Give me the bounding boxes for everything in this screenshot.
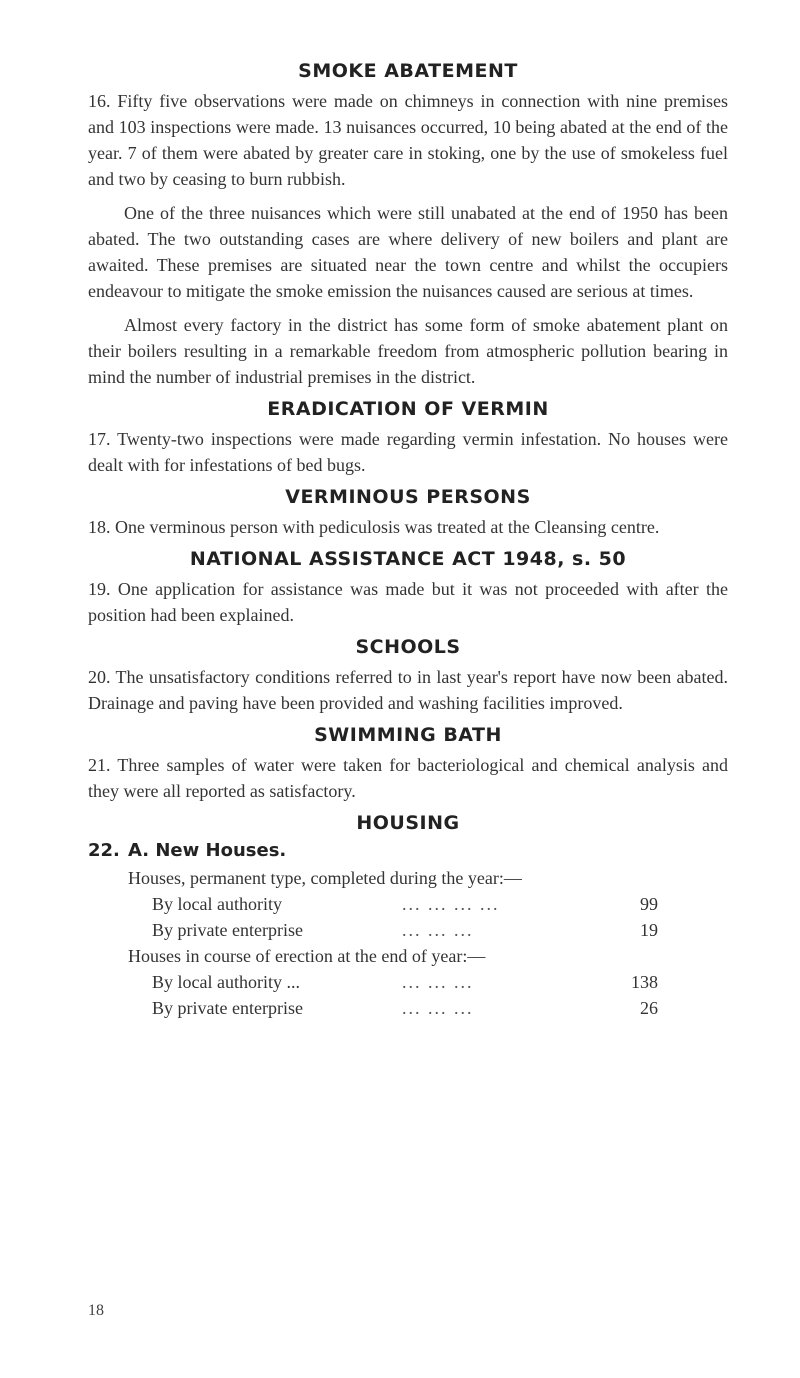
table-row <box>152 917 658 943</box>
smoke-paragraph-16: 16. Fifty five observations were made on chimneys in connection with nine premises and 103 inspections were made. 13 nuisances occurred, 10 being abated at the end of the year. 7 of them were abated by greater care in stoking, one by the use of smokeless fuel and two by ceasing to burn rubbish. <box>88 91 728 189</box>
row-value: 19 <box>640 920 658 940</box>
row-value: 138 <box>631 972 658 992</box>
vermin-paragraph-17: 17. Twenty-two inspections were made regarding vermin infestation. No houses were dealt with for infestations of bed bugs. <box>88 429 728 475</box>
smoke-paragraph-factories: Almost every factory in the district has some form of smoke abatement plant on their boilers resulting in a remarkable freedom from atmospheric pollution bearing in mind the number of industrial premises in the district. <box>88 315 728 387</box>
page-content <box>88 60 728 1021</box>
vermin-heading: ERADICATION OF VERMIN <box>267 398 549 420</box>
row-value: 26 <box>640 998 658 1018</box>
schools-heading: SCHOOLS <box>355 636 461 658</box>
section-title: A. New Houses. <box>128 840 287 861</box>
row-value: 99 <box>640 894 658 914</box>
row-label: By local authority <box>152 894 282 914</box>
table-row <box>152 891 658 917</box>
swimming-paragraph-21: 21. Three samples of water were taken for bacteriological and chemical analysis and they were all reported as satisfactory. <box>88 755 728 801</box>
swimming-bath-heading: SWIMMING BATH <box>314 724 502 746</box>
national-assistance-heading: NATIONAL ASSISTANCE ACT 1948, s. 50 <box>189 548 627 570</box>
completed-houses-label: Houses, permanent type, completed during the year:— <box>128 868 522 888</box>
table-row <box>152 995 658 1021</box>
verminous-paragraph-18: 18. One verminous person with pediculosis was treated at the Cleansing centre. <box>88 517 660 537</box>
verminous-persons-heading: VERMINOUS PERSONS <box>285 486 531 508</box>
row-label: By private enterprise <box>152 920 303 940</box>
schools-paragraph-20: 20. The unsatisfactory conditions referred to in last year's report have now been abated. Drainage and paving have been provided and washing facilities improved. <box>88 667 728 713</box>
row-label: By local authority ... <box>152 972 300 992</box>
erection-houses-label: Houses in course of erection at the end of year:— <box>128 946 486 966</box>
page-number: 18 <box>88 1302 104 1319</box>
row-label: By private enterprise <box>152 998 303 1018</box>
new-houses-subheading <box>88 840 728 861</box>
smoke-paragraph-unabated: One of the three nuisances which were still unabated at the end of 1950 has been abated. The two outstanding cases are where delivery of new boilers and plant are awaited. These premises are situated near the town centre and whilst the occupiers endeavour to mitigate the smoke emission the nuisances caused are serious at times. <box>88 203 728 301</box>
smoke-abatement-heading: SMOKE ABATEMENT <box>298 60 518 82</box>
table-row <box>152 969 658 995</box>
row-leader-dots: ... ... ... ... <box>402 894 500 914</box>
row-leader-dots: ... ... ... <box>402 920 474 940</box>
row-leader-dots: ... ... ... <box>402 972 474 992</box>
row-leader-dots: ... ... ... <box>402 998 474 1018</box>
housing-heading: HOUSING <box>356 812 460 834</box>
section-number: 22. <box>88 840 120 861</box>
assistance-paragraph-19: 19. One application for assistance was made but it was not proceeded with after the position had been explained. <box>88 579 728 625</box>
